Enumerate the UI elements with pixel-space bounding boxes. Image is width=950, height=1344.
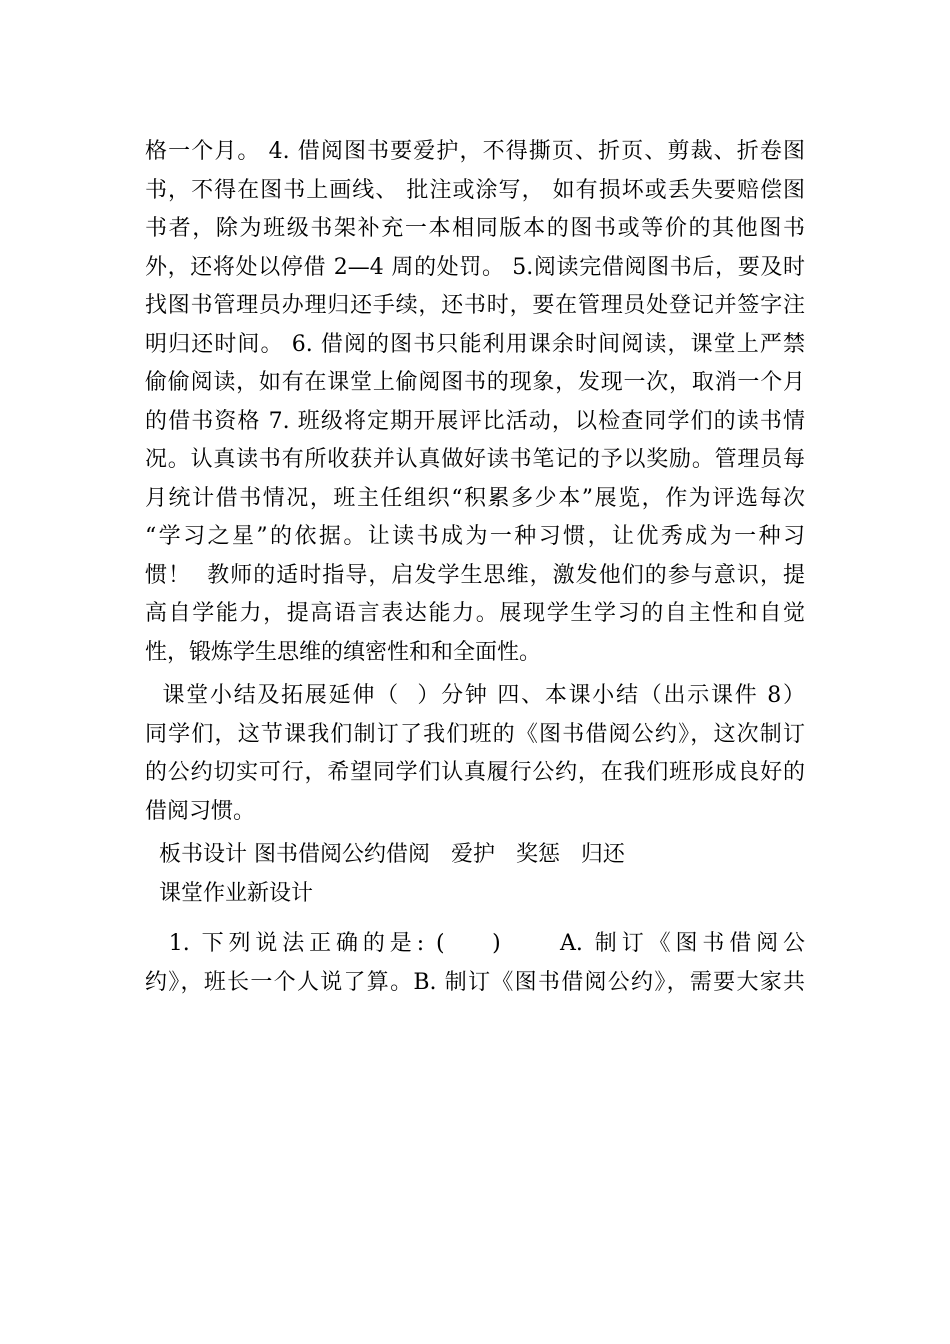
text-line: 借阅习惯。 [145, 798, 256, 824]
document-body [145, 133, 805, 1002]
text-line: 书，不得在图书上画线、 批注或涂写， 如有损坏或丢失要赔偿图 [145, 177, 805, 203]
paragraph-summary [145, 677, 805, 831]
text-line: 的公约切实可行，希望同学们认真履行公约，在我们班形成良好的 [145, 760, 805, 785]
text-line: 惯！ 教师的适时指导，启发学生思维，激发他们的参与意识，提 [145, 562, 805, 588]
text-line: 的借书资格 7. 班级将定期开展评比活动，以检查同学们的读书情 [145, 408, 805, 434]
text-line: 偷偷阅读，如有在课堂上偷阅图书的现象，发现一次，取消一个月 [145, 370, 805, 395]
text-line: “学习之星”的依据。让读书成为一种习惯，让优秀成为一种习 [145, 524, 805, 549]
text-line: 1. 下列说法正确的是: ( ) A. 制订《图书借阅公 [145, 931, 805, 956]
text-line: 况。认真读书有所收获并认真做好读书笔记的予以奖励。管理员每 [145, 447, 805, 472]
text-line: 外，还将处以停借 2—4 周的处罚。 5.阅读完借阅图书后，要及时 [145, 254, 805, 280]
text-line: 格一个月。 4. 借阅图书要爱护，不得撕页、折页、剪裁、折卷图 [145, 139, 805, 164]
text-line: 书者，除为班级书架补充一本相同版本的图书或等价的其他图书 [145, 216, 805, 241]
paragraph-rules [145, 133, 805, 672]
text-line: 明归还时间。 6. 借阅的图书只能利用课余时间阅读，课堂上严禁 [145, 331, 805, 357]
question-1 [145, 925, 805, 1002]
board-design-line: 板书设计 图书借阅公约借阅 爱护 奖惩 归还 [145, 842, 625, 867]
text-line: 找图书管理员办理归还手续，还书时，要在管理员处登记并签字注 [145, 293, 805, 318]
text-line: 约》，班长一个人说了算。B. 制订《图书借阅公约》，需要大家共 [145, 969, 805, 995]
text-line: 课堂小结及拓展延伸（ ）分钟 四、本课小结（出示课件 8） [145, 683, 805, 708]
text-line: 月统计借书情况，班主任组织“积累多少本”展览，作为评选每次 [145, 485, 805, 511]
text-line: 同学们，这节课我们制订了我们班的《图书借阅公约》，这次制订 [145, 721, 805, 747]
homework-heading: 课堂作业新设计 [145, 880, 313, 906]
text-line: 性，锻炼学生思维的缜密性和和全面性。 [145, 639, 542, 665]
text-line: 高自学能力，提高语言表达能力。展现学生学习的自主性和自觉 [145, 601, 805, 626]
